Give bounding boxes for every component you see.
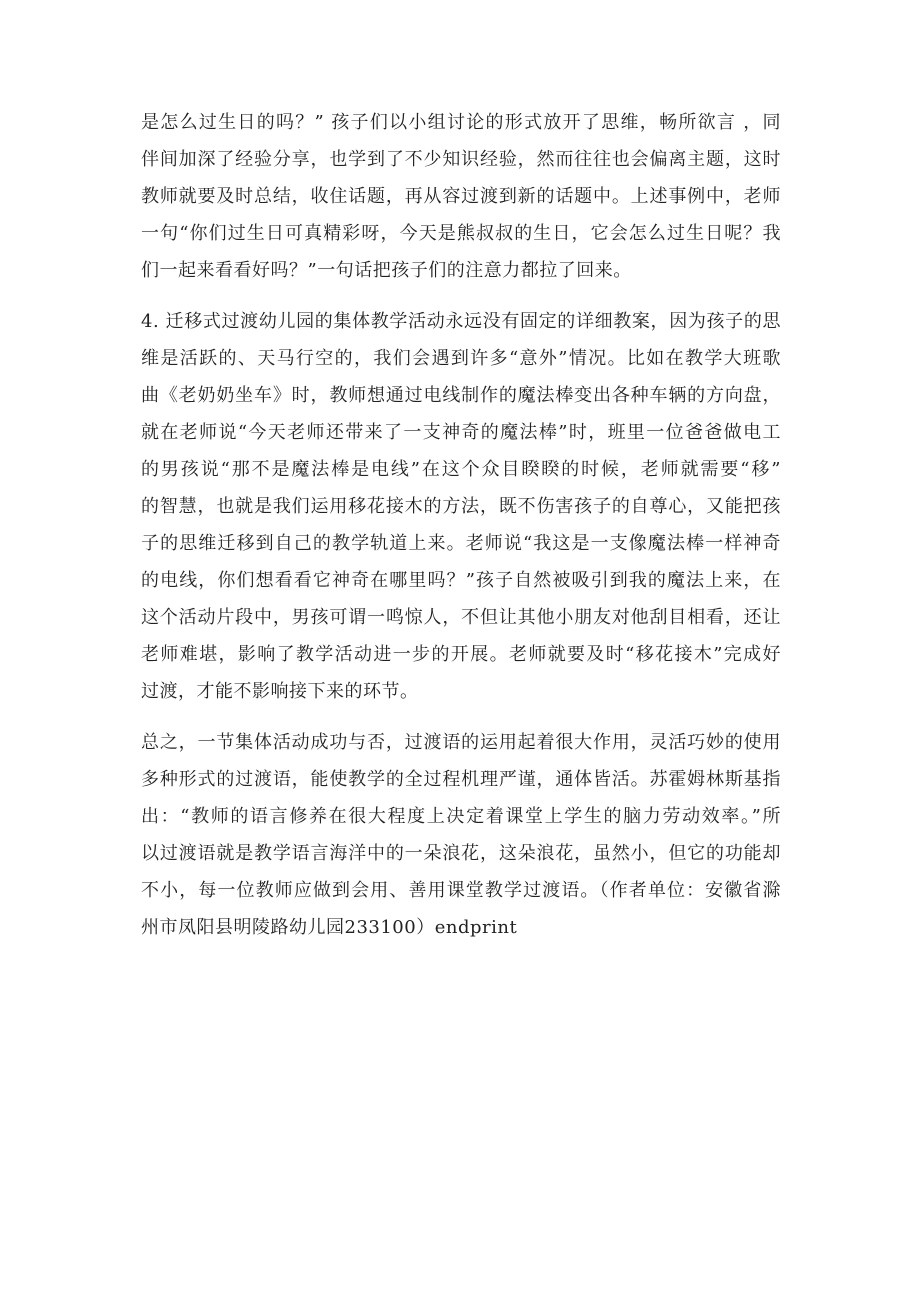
text-line: 多种形式的过渡语，能使教学的全过程机理严谨，通体皆活。苏霍姆林斯基指 <box>141 769 781 790</box>
text-line: 的电线，你们想看看它神奇在哪里吗？”孩子自然被吸引到我的魔法上来，在 <box>141 570 781 591</box>
text-line: 的男孩说“那不是魔法棒是电线”在这个众目睽睽的时候，老师就需要“移” <box>141 459 781 480</box>
text-line: 教师就要及时总结，收住话题，再从容过渡到新的话题中。上述事例中，老师 <box>141 186 781 207</box>
text-line: 一句“你们过生日可真精彩呀，今天是熊叔叔的生日，它会怎么过生日呢？我 <box>141 223 781 244</box>
text-line: 过渡，才能不影响接下来的环节。 <box>141 681 419 702</box>
text-line: 以过渡语就是教学语言海洋中的一朵浪花，这朵浪花，虽然小，但它的功能却 <box>141 843 781 864</box>
text-line: 维是活跃的、天马行空的，我们会遇到许多“意外”情况。比如在教学大班歌 <box>141 348 781 369</box>
paragraph-conclusion <box>141 724 781 946</box>
text-line: 就在老师说“今天老师还带来了一支神奇的魔法棒”时，班里一位爸爸做电工 <box>141 422 781 443</box>
text-line: 是怎么过生日的吗？” 孩子们以小组讨论的形式放开了思维，畅所欲言 ，同 <box>141 112 781 133</box>
text-line: 4. 迁移式过渡幼儿园的集体教学活动永远没有固定的详细教案，因为孩子的思 <box>141 311 781 332</box>
text-line: 不小，每一位教师应做到会用、善用课堂教学过渡语。（作者单位：安徽省滁 <box>141 880 781 901</box>
text-line: 州市凤阳县明陵路幼儿园233100）endprint <box>141 917 518 938</box>
text-line: 子的思维迁移到自己的教学轨道上来。老师说“我这是一支像魔法棒一样神奇 <box>141 533 781 554</box>
text-line: 这个活动片段中，男孩可谓一鸣惊人，不但让其他小朋友对他刮目相看，还让 <box>141 607 781 628</box>
text-line: 曲《老奶奶坐车》时，教师想通过电线制作的魔法棒变出各种车辆的方向盘， <box>141 385 781 406</box>
document-body <box>141 104 781 960</box>
paragraph-birthday-discussion <box>141 104 781 289</box>
text-line: 们一起来看看好吗？”一句话把孩子们的注意力都拉了回来。 <box>141 260 632 281</box>
paragraph-transfer-transition <box>141 303 781 710</box>
text-line: 总之，一节集体活动成功与否，过渡语的运用起着很大作用，灵活巧妙的使用 <box>141 732 781 753</box>
text-line: 伴间加深了经验分享，也学到了不少知识经验，然而往往也会偏离主题，这时 <box>141 149 781 170</box>
text-line: 老师难堪，影响了教学活动进一步的开展。老师就要及时“移花接木”完成好 <box>141 644 781 665</box>
text-line: 的智慧，也就是我们运用移花接木的方法，既不伤害孩子的自尊心，又能把孩 <box>141 496 781 517</box>
text-line: 出：“教师的语言修养在很大程度上决定着课堂上学生的脑力劳动效率。”所 <box>141 806 781 827</box>
